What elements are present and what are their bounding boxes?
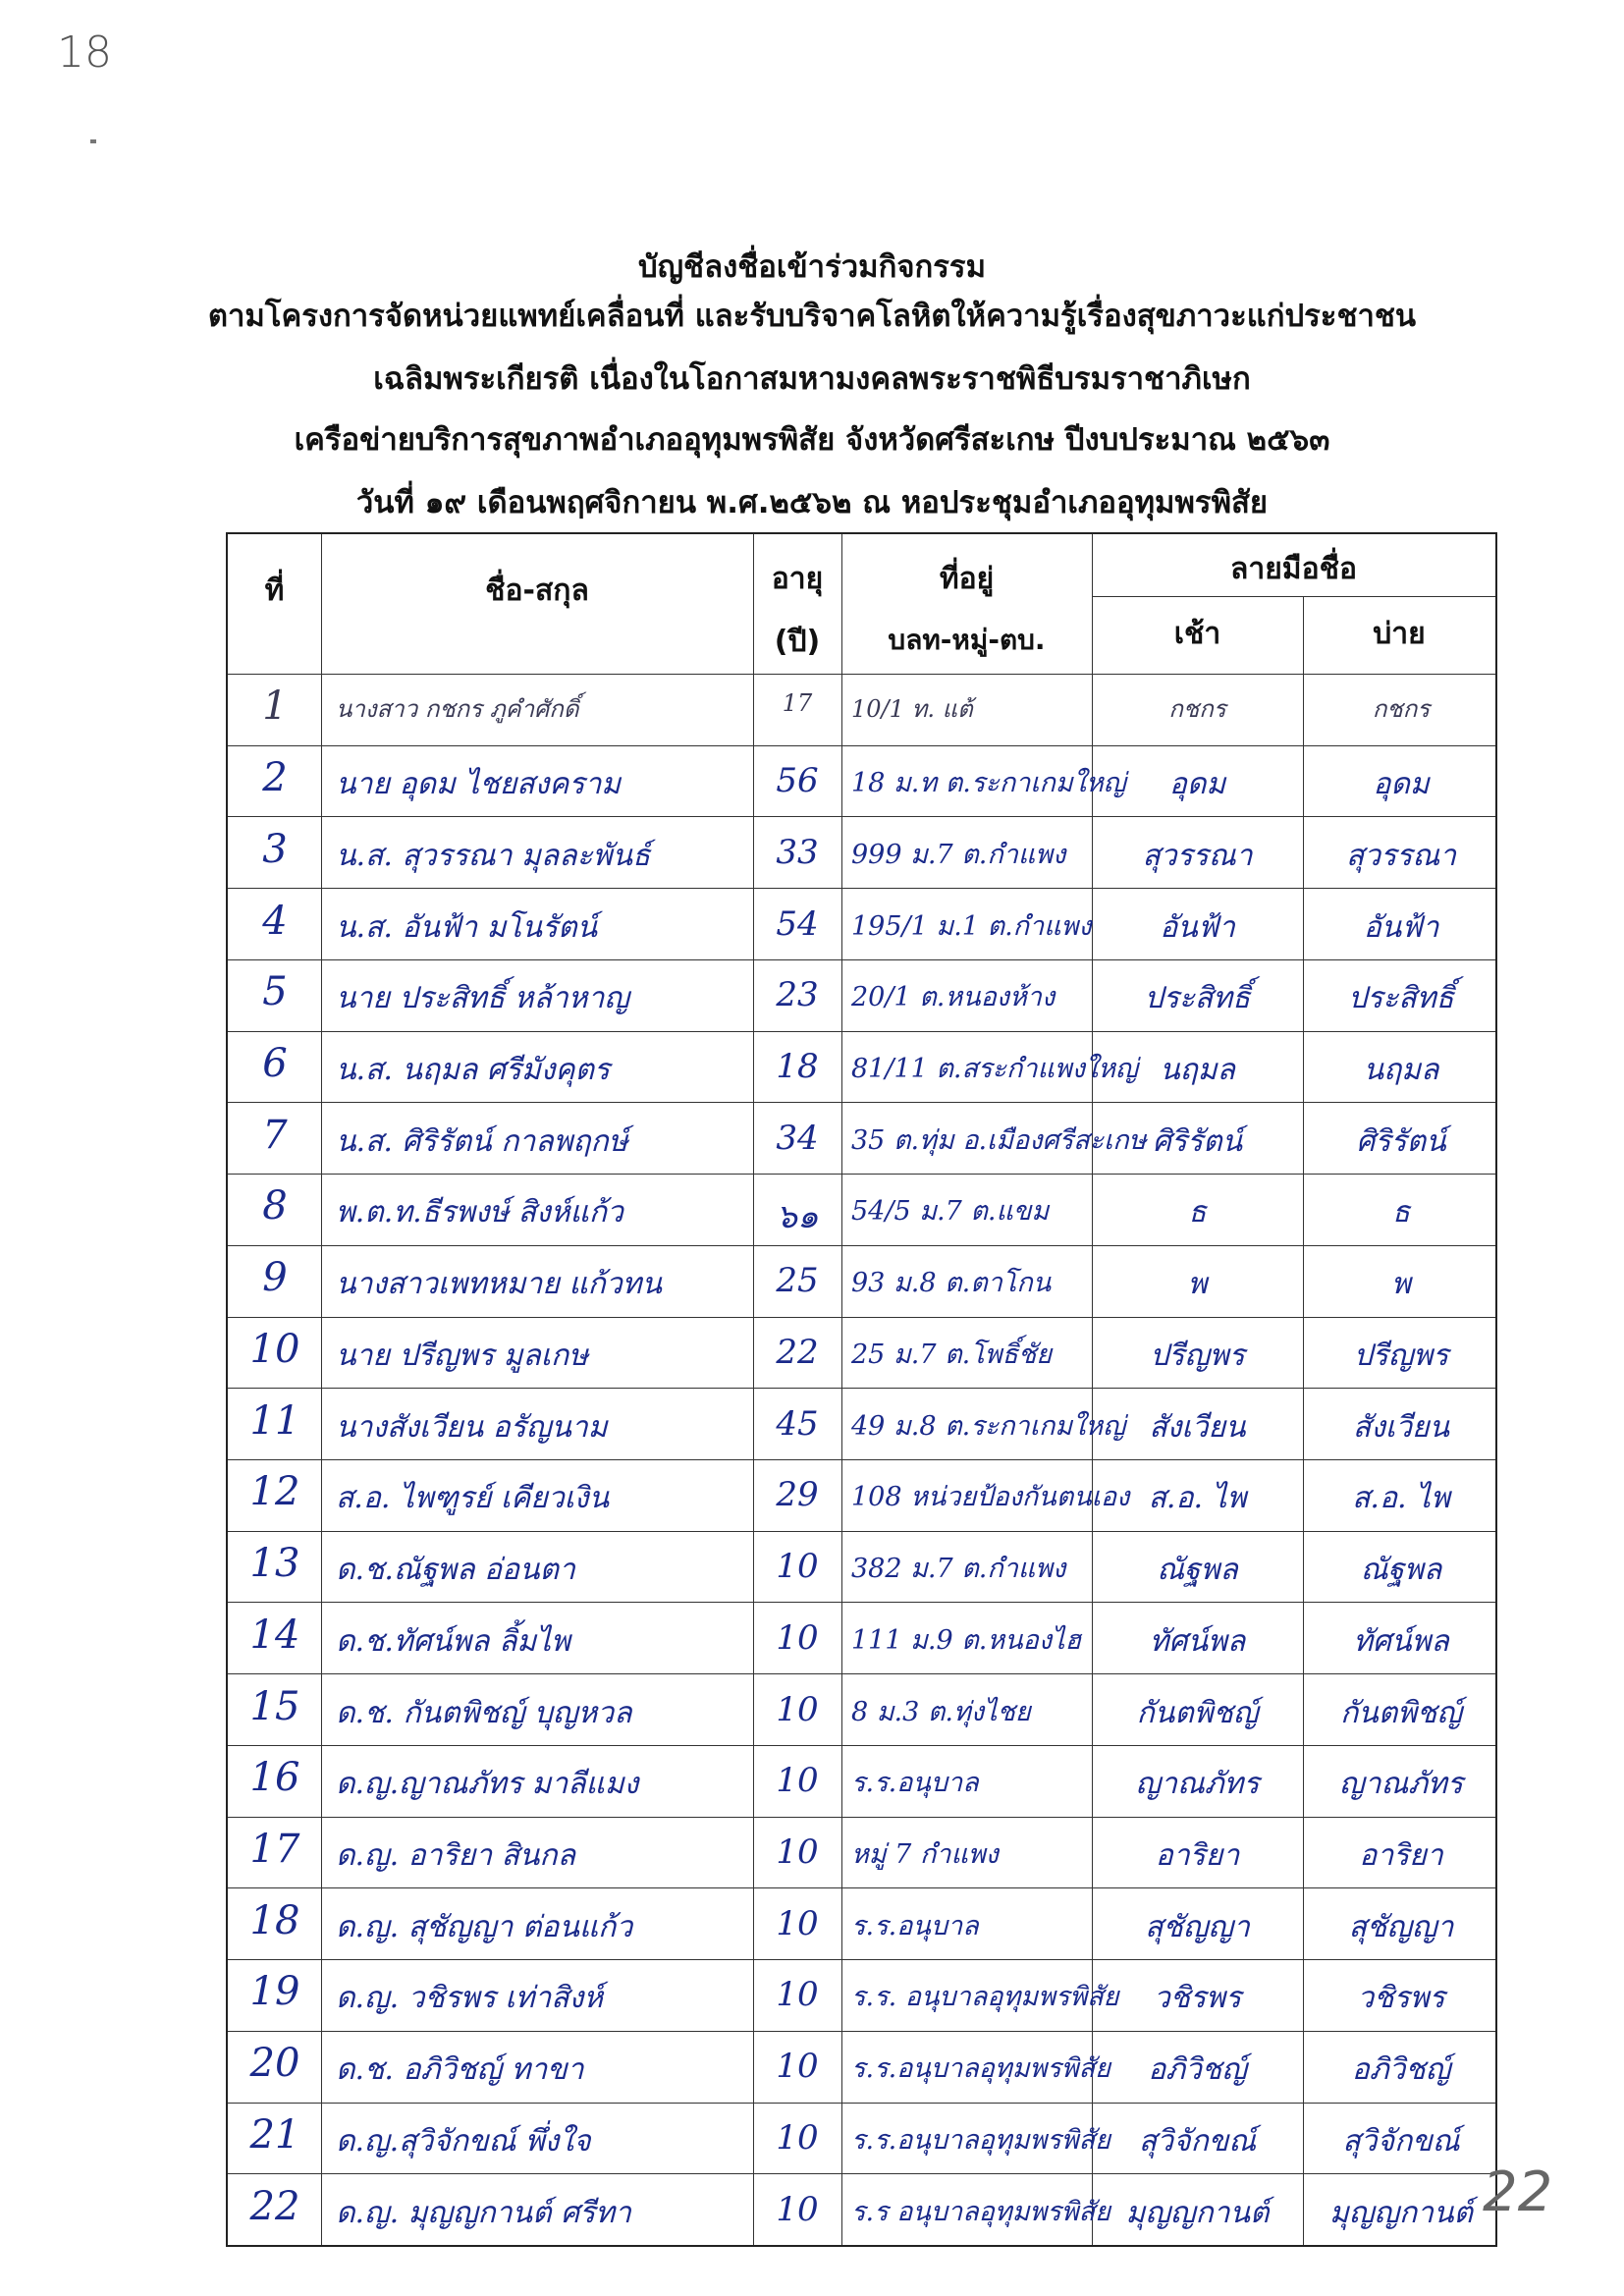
cell-address: 25 ม.7 ต.โพธิ์ชัย bbox=[851, 1339, 1053, 1370]
cell-no: 18 bbox=[249, 1897, 300, 1943]
cell-name: ด.ช.ทัศน์พล ลิ้มไพ bbox=[336, 1623, 570, 1659]
cell-no: 7 bbox=[262, 1112, 288, 1158]
cell-afternoon: กันตพิชญ์ bbox=[1340, 1695, 1462, 1730]
cell-age: 10 bbox=[776, 1832, 819, 1872]
cell-no: 4 bbox=[262, 898, 288, 944]
cell-address: ร.ร.อนุบาล bbox=[851, 1768, 979, 1799]
header-no: ที่ bbox=[264, 574, 285, 608]
cell-name: ด.ช.ณัฐพล อ่อนตา bbox=[336, 1553, 575, 1588]
cell-morning: ธ bbox=[1188, 1195, 1207, 1230]
cell-address: 20/1 ต.หนองห้าง bbox=[851, 982, 1056, 1013]
header-address-sub: บลท-หมู่-ตบ. bbox=[888, 624, 1046, 656]
cell-age: 56 bbox=[776, 761, 819, 801]
cell-no: 17 bbox=[249, 1827, 300, 1872]
cell-name: น.ส. อันฟ้า มโนรัตน์ bbox=[336, 909, 598, 945]
cell-age: 29 bbox=[776, 1475, 819, 1515]
cell-name: นาย ปรีญพร มูลเกษ bbox=[336, 1338, 588, 1373]
cell-afternoon: ญาณภัทร bbox=[1339, 1767, 1463, 1802]
cell-no: 1 bbox=[262, 683, 288, 730]
occasion-line: เฉลิมพระเกียรติ เนื่องในโอกาสมหามงคลพระราชพิธีบรมราชาภิเษก bbox=[373, 361, 1251, 397]
attendance-table bbox=[226, 532, 1497, 2247]
cell-no: 22 bbox=[249, 2183, 300, 2229]
cell-morning: ญาณภัทร bbox=[1135, 1767, 1260, 1802]
cell-morning: อุดม bbox=[1168, 767, 1226, 802]
header-name: ชื่อ-สกุล bbox=[485, 574, 589, 608]
cell-age: 22 bbox=[776, 1332, 819, 1372]
cell-address: 81/11 ต.สระกำแพงใหญ่ bbox=[851, 1054, 1138, 1084]
cell-afternoon: ส.อ. ไพ bbox=[1352, 1481, 1450, 1516]
cell-address: 18 ม.ท ต.ระกาเกมใหญ่ bbox=[851, 768, 1126, 799]
cell-address: ร.ร.อนุบาล bbox=[851, 1910, 979, 1941]
cell-address: หมู่ 7 กำแพง bbox=[851, 1839, 999, 1870]
cell-age: 25 bbox=[776, 1261, 819, 1301]
cell-no: 19 bbox=[249, 1969, 300, 2015]
cell-afternoon: สุวรรณา bbox=[1345, 838, 1457, 873]
cell-morning: ประสิทธิ์ bbox=[1144, 981, 1251, 1016]
cell-name: ด.ญ.สุวิจักขณ์ พึ่งใจ bbox=[336, 2123, 591, 2159]
cell-address: ร.ร. อนุบาลอุทุมพรพิสัย bbox=[851, 1982, 1119, 2013]
cell-afternoon: สุวิจักขณ์ bbox=[1342, 2123, 1460, 2159]
cell-age: 45 bbox=[776, 1403, 819, 1444]
cell-age: 54 bbox=[776, 903, 819, 944]
cell-morning: ปรีญพร bbox=[1150, 1338, 1245, 1373]
cell-address: 35 ต.ทุ่ม อ.เมืองศรีสะเกษ bbox=[851, 1124, 1147, 1156]
header-address: ที่อยู่ bbox=[939, 562, 995, 596]
cell-age: 10 bbox=[776, 1689, 819, 1729]
cell-morning: ณัฐพล bbox=[1157, 1553, 1238, 1588]
cell-morning: วชิรพร bbox=[1153, 1981, 1242, 2016]
date-venue-line: วันที่ ๑๙ เดือนพฤศจิกายน พ.ศ.๒๕๖๒ ณ หอประชุมอำเภออุทุมพรพิสัย bbox=[355, 485, 1269, 520]
cell-morning: มุญญกานต์ bbox=[1125, 2195, 1270, 2230]
cell-age: 10 bbox=[776, 2189, 819, 2229]
cell-name: ด.ญ. อาริยา สินกล bbox=[336, 1838, 575, 1873]
cell-morning: อาริยา bbox=[1155, 1838, 1240, 1873]
cell-name: น.ส. นฤมล ศรีมังคุตร bbox=[336, 1053, 611, 1087]
cell-morning: อภิวิชญ์ bbox=[1148, 2052, 1247, 2088]
cell-age: 17 bbox=[782, 689, 813, 718]
cell-name: นาย อุดม ไชยสงคราม bbox=[336, 767, 622, 802]
cell-no: 11 bbox=[249, 1397, 300, 1444]
cell-name: ด.ญ. มุญญกานต์ ศรีทา bbox=[336, 2195, 631, 2230]
cell-afternoon: ปรีญพร bbox=[1353, 1338, 1449, 1373]
cell-afternoon: ธ bbox=[1391, 1195, 1411, 1230]
cell-name: ด.ช. กันตพิชญ์ บุญหวล bbox=[336, 1695, 632, 1730]
header-age-unit: (ปี) bbox=[774, 625, 821, 659]
header-signature: ลายมือชื่อ bbox=[1230, 552, 1357, 586]
cell-afternoon: วชิรพร bbox=[1357, 1981, 1445, 2016]
cell-address: 54/5 ม.7 ต.แขม bbox=[851, 1196, 1050, 1228]
table-body bbox=[228, 534, 1495, 2245]
cell-morning: สุวิจักขณ์ bbox=[1138, 2123, 1257, 2159]
cell-no: 14 bbox=[249, 1612, 300, 1658]
cell-name: นางสังเวียน อรัญนาม bbox=[336, 1409, 608, 1445]
cell-no: 20 bbox=[249, 2041, 300, 2087]
cell-name: ด.ญ.ญาณภัทร มาลีแมง bbox=[336, 1767, 639, 1802]
cell-afternoon: อาริยา bbox=[1359, 1838, 1443, 1873]
cell-afternoon: ณัฐพล bbox=[1360, 1553, 1442, 1588]
cell-name: พ.ต.ท.ธีรพงษ์ สิงห์แก้ว bbox=[336, 1195, 623, 1230]
cell-morning: สุชัญญา bbox=[1145, 1909, 1250, 1944]
scan-speck bbox=[90, 139, 96, 143]
cell-morning: สุวรรณา bbox=[1142, 838, 1253, 873]
cell-afternoon: อุดม bbox=[1373, 767, 1430, 802]
row-divider bbox=[228, 2173, 1495, 2174]
cell-address: 10/1 ท. แต้ bbox=[851, 695, 973, 724]
header-morning: เช้า bbox=[1173, 617, 1221, 651]
page-number: 22 bbox=[1483, 2160, 1553, 2224]
cell-morning: ศิริรัตน์ bbox=[1152, 1123, 1243, 1159]
cell-age: 33 bbox=[776, 832, 819, 872]
document-title: บัญชีลงชื่อเข้าร่วมกิจกรรม bbox=[637, 249, 987, 285]
cell-age: 10 bbox=[776, 2117, 819, 2158]
cell-address: ร.ร.อนุบาลอุทุมพรพิสัย bbox=[851, 2053, 1110, 2085]
cell-no: 9 bbox=[262, 1255, 288, 1301]
cell-address: 108 หน่วยป้องกันตนเอง bbox=[851, 1482, 1130, 1513]
cell-afternoon: กชกร bbox=[1372, 695, 1431, 724]
cell-age: 10 bbox=[776, 1617, 819, 1658]
cell-no: 8 bbox=[262, 1183, 288, 1230]
cell-address: 111 ม.9 ต.หนองไฮ bbox=[851, 1624, 1082, 1656]
cell-no: 2 bbox=[262, 755, 288, 801]
cell-age: 10 bbox=[776, 1761, 819, 1801]
cell-morning: กชกร bbox=[1168, 695, 1226, 724]
cell-name: นางสาวเพทหมาย แก้วทน bbox=[336, 1267, 662, 1302]
cell-morning: พ bbox=[1187, 1267, 1208, 1302]
cell-address: 8 ม.3 ต.ทุ่งไชย bbox=[851, 1696, 1031, 1727]
cell-address: 382 ม.7 ต.กำแพง bbox=[851, 1554, 1066, 1585]
cell-address: 999 ม.7 ต.กำแพง bbox=[851, 839, 1066, 870]
cell-no: 5 bbox=[262, 969, 288, 1015]
cell-morning: กันตพิชญ์ bbox=[1136, 1695, 1259, 1730]
cell-age: 34 bbox=[776, 1118, 819, 1158]
cell-name: ด.ญ. สุชัญญา ต่อนแก้ว bbox=[336, 1909, 633, 1944]
cell-no: 12 bbox=[249, 1469, 300, 1515]
cell-afternoon: พ bbox=[1391, 1267, 1411, 1302]
cell-morning: ทัศน์พล bbox=[1149, 1623, 1246, 1659]
cell-no: 10 bbox=[249, 1326, 300, 1372]
cell-name: ด.ญ. วชิรพร เท่าสิงห์ bbox=[336, 1981, 604, 2016]
cell-no: 13 bbox=[249, 1541, 300, 1587]
cell-address: ร.ร.อนุบาลอุทุมพรพิสัย bbox=[851, 2124, 1110, 2156]
cell-age: 10 bbox=[776, 2047, 819, 2087]
cell-no: 21 bbox=[249, 2111, 300, 2158]
cell-age: 23 bbox=[776, 975, 819, 1015]
cell-age: 10 bbox=[776, 1975, 819, 2015]
cell-age: 18 bbox=[776, 1047, 819, 1086]
header-afternoon: บ่าย bbox=[1373, 617, 1426, 651]
network-line: เครือข่ายบริการสุขภาพอำเภออุทุมพรพิสัย จังหวัดศรีสะเกษ ปีงบประมาณ ๒๕๖๓ bbox=[294, 422, 1330, 458]
cell-name: น.ส. ศิริรัตน์ กาลพฤกษ์ bbox=[336, 1123, 628, 1159]
table-row bbox=[228, 534, 1495, 2245]
cell-afternoon: สังเวียน bbox=[1352, 1409, 1450, 1445]
cell-address: 195/1 ม.1 ต.กำแพง bbox=[851, 910, 1092, 942]
cell-afternoon: อภิวิชญ์ bbox=[1351, 2052, 1451, 2088]
cell-afternoon: มุญญกานต์ bbox=[1329, 2195, 1473, 2230]
cell-name: ด.ช. อภิวิชญ์ ทาขา bbox=[336, 2052, 584, 2088]
cell-name: ส.อ. ไพฑูรย์ เคียวเงิน bbox=[336, 1481, 610, 1516]
cell-age: 10 bbox=[776, 1903, 819, 1943]
cell-afternoon: ทัศน์พล bbox=[1353, 1623, 1449, 1659]
cell-no: 3 bbox=[262, 826, 288, 872]
cell-morning: นฤมล bbox=[1160, 1053, 1235, 1087]
cell-no: 6 bbox=[262, 1041, 288, 1086]
cell-afternoon: อันฟ้า bbox=[1363, 909, 1439, 945]
cell-afternoon: สุชัญญา bbox=[1348, 1909, 1454, 1944]
cell-address: 49 ม.8 ต.ระกาเกมใหญ่ bbox=[851, 1410, 1126, 1442]
cell-afternoon: ศิริรัตน์ bbox=[1356, 1123, 1446, 1159]
cell-name: นาย ประสิทธิ์ หล้าหาญ bbox=[336, 981, 629, 1016]
cell-age: ๖๑ bbox=[776, 1197, 819, 1237]
cell-name: นางสาว กชกร ภูคำศักดิ์ bbox=[336, 695, 579, 724]
cell-morning: ส.อ. ไพ bbox=[1148, 1481, 1247, 1516]
corner-page-mark: 18 bbox=[57, 27, 112, 78]
cell-age: 10 bbox=[776, 1547, 819, 1587]
cell-no: 16 bbox=[249, 1755, 300, 1801]
cell-no: 15 bbox=[249, 1683, 300, 1729]
cell-name: น.ส. สุวรรณา มุลละพันธ์ bbox=[336, 838, 651, 873]
header-age: อายุ bbox=[771, 562, 824, 596]
cell-afternoon: ประสิทธิ์ bbox=[1348, 981, 1454, 1016]
cell-morning: อันฟ้า bbox=[1160, 909, 1235, 945]
cell-address: ร.ร อนุบาลอุทุมพรพิสัย bbox=[851, 2196, 1110, 2227]
project-title: ตามโครงการจัดหน่วยแพทย์เคลื่อนที่ และรับบริจาคโลหิตให้ความรู้เรื่องสุขภาวะแก่ประชาชน bbox=[207, 299, 1417, 334]
cell-afternoon: นฤมล bbox=[1363, 1053, 1439, 1087]
cell-morning: สังเวียน bbox=[1149, 1409, 1246, 1445]
cell-address: 93 ม.8 ต.ตาโกน bbox=[851, 1268, 1052, 1299]
